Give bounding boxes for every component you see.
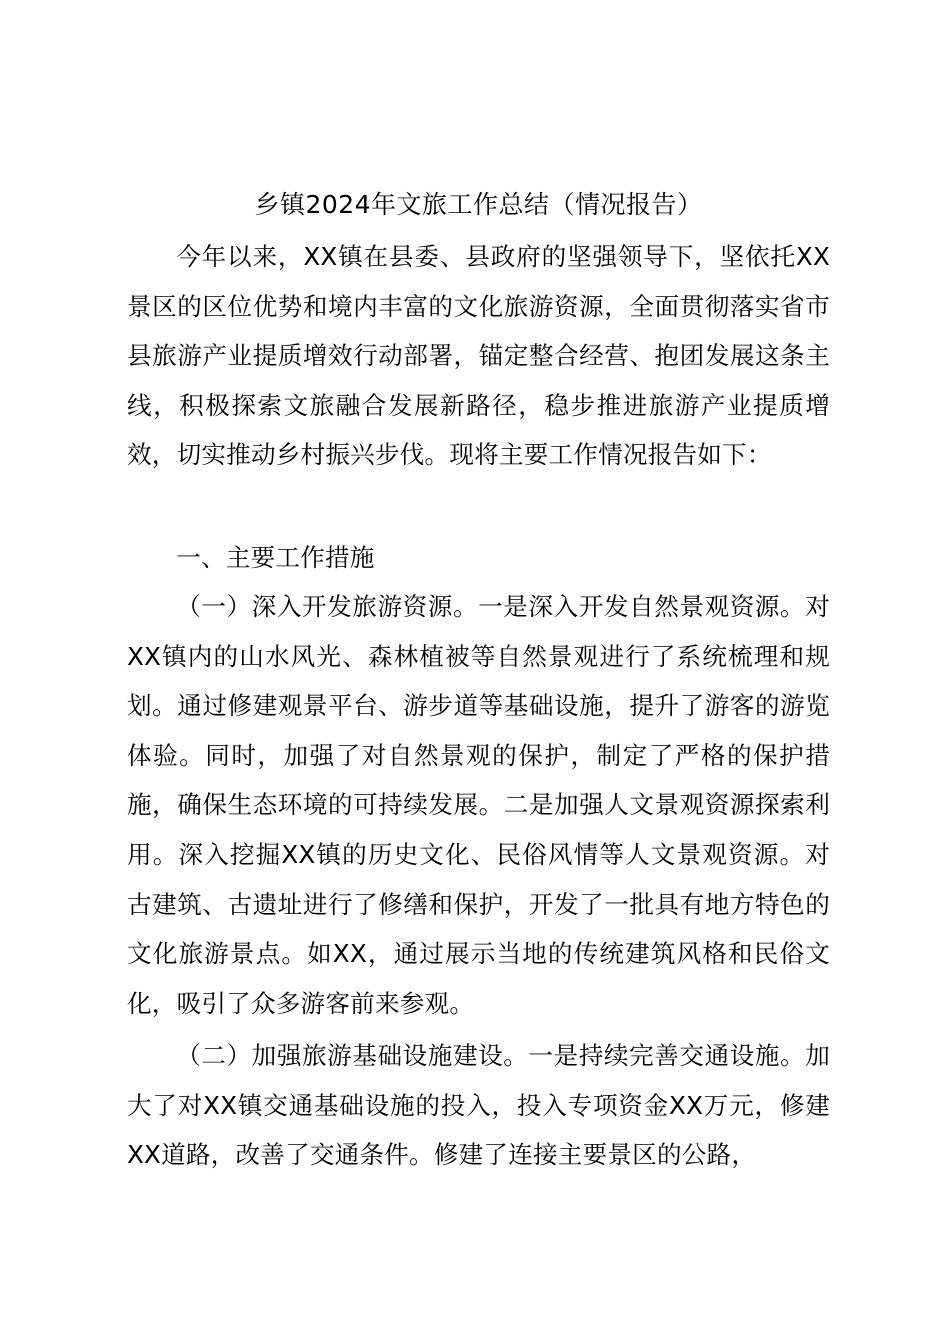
document-title: 乡镇2024年文旅工作总结（情况报告）: [254, 190, 703, 219]
intro-paragraph: 今年以来，XX镇在县委、县政府的坚强领导下，坚依托XX景区的区位优势和境内丰富的文化旅游资源，全面贯彻落实省市县旅游产业提质增效行动部署，锚定整合经营、抱团发展这条主线，积极探索文旅融合发展新路径，稳步推进旅游产业提质增效，切实推动乡村振兴步伐。现将主要工作情况报告如下：: [127, 242, 830, 470]
body-paragraph: （二）加强旅游基础设施建设。一是持续完善交通设施。加大了对XX镇交通基础设施的投入，投入专项资金XX万元，修建XX道路，改善了交通条件。修建了连接主要景区的公路，: [127, 1041, 830, 1170]
section-heading: 一、主要工作措施: [176, 543, 375, 572]
body-paragraph: （一）深入开发旅游资源。一是深入开发自然景观资源。对XX镇内的山水风光、森林植被等自然景观进行了系统梳理和规划。通过修建观景平台、游步道等基础设施，提升了游客的游览体验。同时，加强了对自然景观的保护，制定了严格的保护措施，确保生态环境的可持续发展。二是加强人文景观资源探索利用。深入挖掘XX镇的历史文化、民俗风情等人文景观资源。对古建筑、古遗址进行了修缮和保护，开发了一批具有地方特色的文化旅游景点。如XX，通过展示当地的传统建筑风格和民俗文化，吸引了众多游客前来参观。: [127, 592, 830, 1018]
